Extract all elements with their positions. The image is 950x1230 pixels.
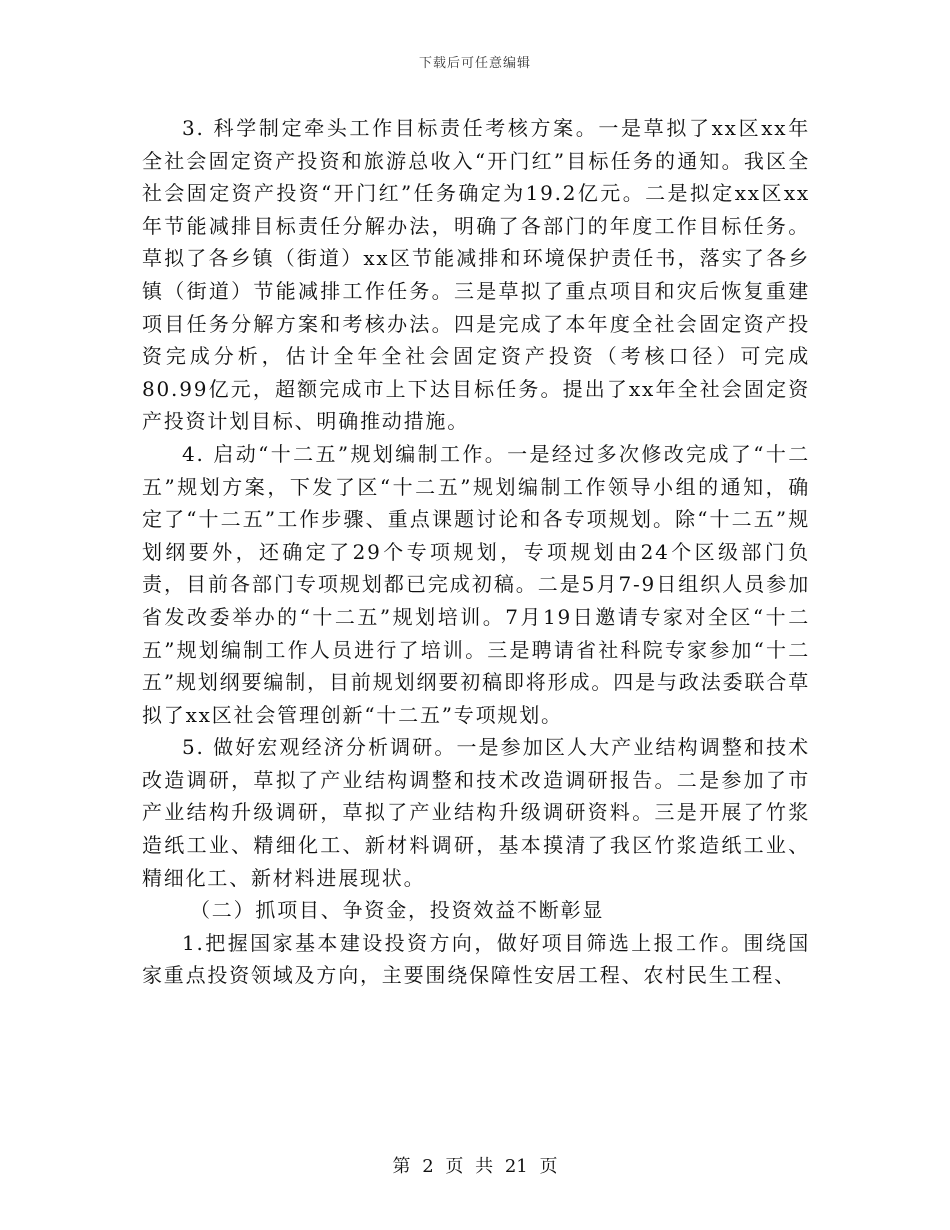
paragraph-five-year-plan: 4. 启动“十二五”规划编制工作。一是经过多次修改完成了“十二五”规划方案，下发了区“十二五”规划编制工作领导小组的通知，确定了“十二五”工作步骤、重点课题讨论和各专项规划。除“十二五”规划纲要外，还确定了29个专项规划，专项规划由24个区级部门负责，目前各部门专项规划都已完成初稿。二是5月7-9日组织人员参加省发改委举办的“十二五”规划培训。7月19日邀请专家对全区“十二五”规划编制工作人员进行了培训。三是聘请省社科院专家参加“十二五”规划纲要编制，目前规划纲要初稿即将形成。四是与政法委联合草拟了xx区社会管理创新“十二五”专项规划。 xyxy=(142,441,810,727)
section-heading-projects: （二）抓项目、争资金，投资效益不断彰显 xyxy=(190,898,605,923)
paragraph-investment-direction: 1.把握国家基本建设投资方向，做好项目筛选上报工作。围绕国家重点投资领域及方向，主要围绕保障性安居工程、农村民生工程、 xyxy=(142,930,810,988)
page-footer: 第 2 页 共 21 页 xyxy=(392,1156,558,1177)
document-body xyxy=(142,112,810,992)
page-header: 下载后可任意编辑 xyxy=(418,56,531,71)
paragraph-target-assessment: 3. 科学制定牵头工作目标责任考核方案。一是草拟了xx区xx年全社会固定资产投资和旅游总收入“开门红”目标任务的通知。我区全社会固定资产投资“开门红”任务确定为19.2亿元。二是拟定xx区xx年节能减排目标责任分解办法，明确了各部门的年度工作目标任务。草拟了各乡镇（街道）xx区节能减排和环境保护责任书，落实了各乡镇（街道）节能减排工作任务。三是草拟了重点项目和灾后恢复重建项目任务分解方案和考核办法。四是完成了本年度全社会固定资产投资完成分析，估计全年全社会固定资产投资（考核口径）可完成80.99亿元，超额完成市上下达目标任务。提出了xx年全社会固定资产投资计划目标、明确推动措施。 xyxy=(142,116,810,434)
paragraph-macro-analysis: 5. 做好宏观经济分析调研。一是参加区人大产业结构调整和技术改造调研，草拟了产业结构调整和技术改造调研报告。二是参加了市产业结构升级调研，草拟了产业结构升级调研资料。三是开展了竹浆造纸工业、精细化工、新材料调研，基本摸清了我区竹浆造纸工业、精细化工、新材料进展现状。 xyxy=(142,735,810,890)
